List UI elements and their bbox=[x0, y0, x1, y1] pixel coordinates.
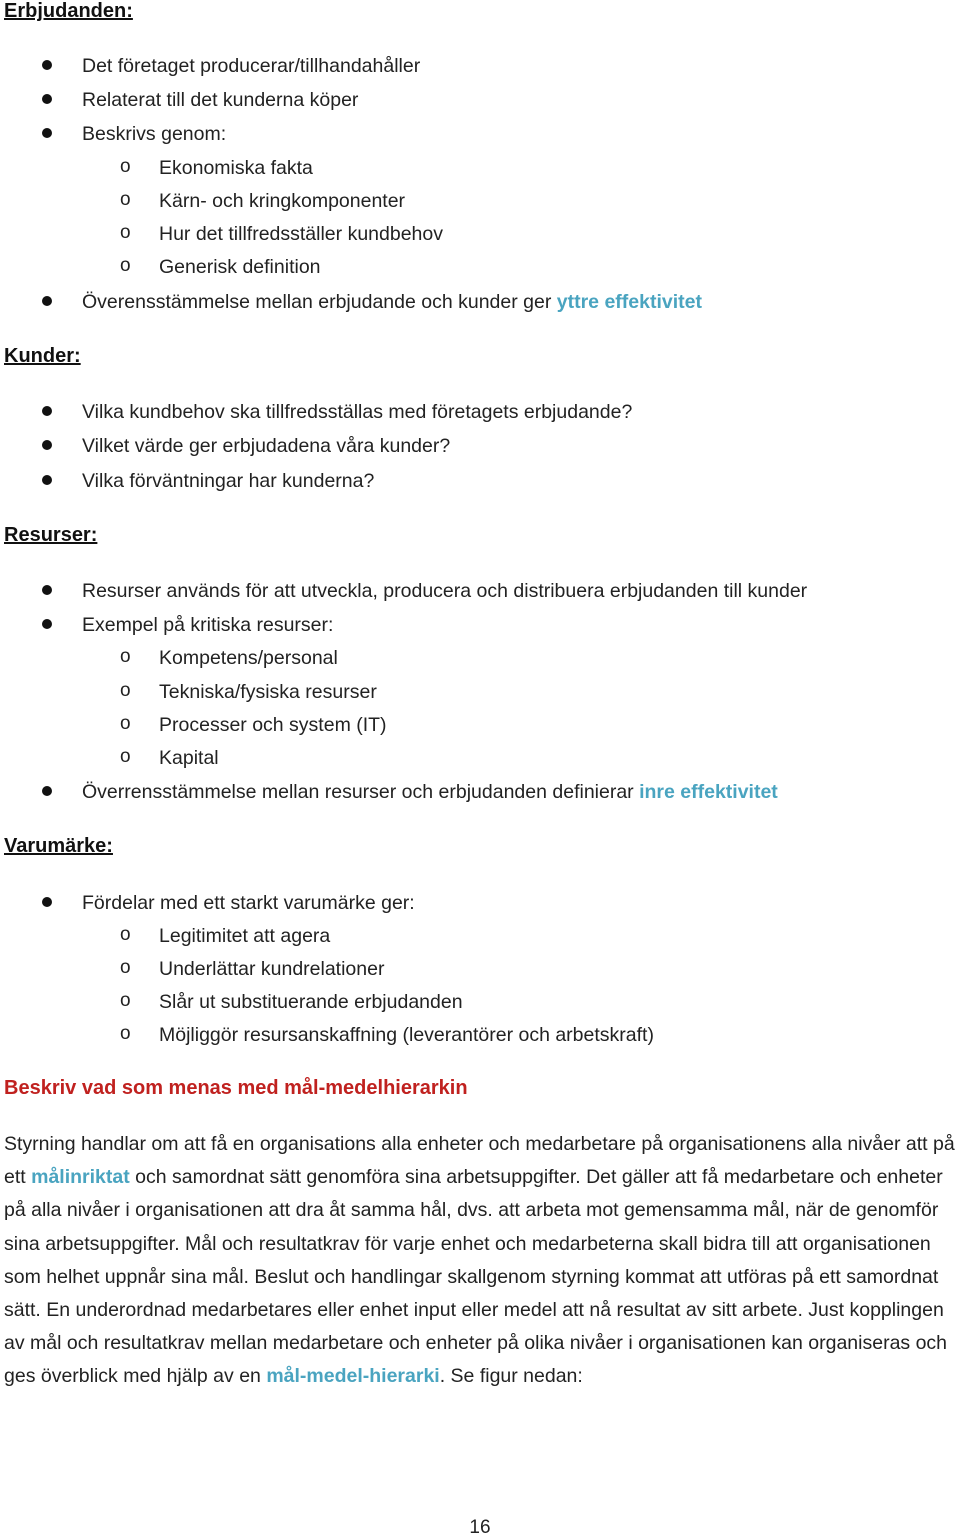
circle-bullet-icon: o bbox=[120, 746, 131, 767]
circle-bullet-icon: o bbox=[120, 680, 131, 701]
circle-bullet-icon: o bbox=[120, 1023, 131, 1044]
sub-list-item-text: Hur det tillfredsställer kundbehov bbox=[159, 223, 443, 245]
list-item-text: Relaterat till det kunderna köper bbox=[82, 89, 359, 111]
accent-term: yttre effektivitet bbox=[556, 291, 702, 313]
list-item-text: Det företaget producerar/tillhandahåller bbox=[82, 55, 421, 77]
sub-list-item-text: Legitimitet att agera bbox=[159, 925, 331, 947]
list-item-text: Fördelar med ett starkt varumärke ger: bbox=[82, 892, 415, 914]
bullet-icon bbox=[42, 406, 52, 416]
list-item-text: Vilket värde ger erbjudadena våra kunder? bbox=[82, 435, 451, 457]
sub-list-item-text: Kärn- och kringkomponenter bbox=[159, 190, 406, 212]
bullet-icon bbox=[42, 94, 52, 104]
sub-list-item-text: Kapital bbox=[159, 747, 219, 769]
sub-list-item-text: Underlättar kundrelationer bbox=[159, 958, 385, 980]
bullet-icon bbox=[42, 60, 52, 70]
list-item-text: Resurser används för att utveckla, producera och distribuera erbjudanden till kunder bbox=[82, 580, 808, 602]
sub-list-item-text: Ekonomiska fakta bbox=[159, 157, 313, 179]
body-paragraph: Styrning handlar om att få en organisations alla enheter och medarbetare på organisationens alla nivåer att på ett målinriktat och samordnat sätt genomföra sina arbetsuppgifter. Det gäller att få medarbetare och enheter på alla nivåer i organisationen att dra åt samma hål, dvs. att arbeta mot gemensamma mål, när de genomför sina arbetsuppgifter. Mål och resultatkrav för varje enhet och medarbeterna skall bidra till att organisationen som helhet uppnår sina mål. Beslut och handlingar skallgenom styrning kommat att utföras på ett samordnat sätt. En underordnad medarbetares eller enhet input eller medel att nå resultat av sitt arbete. Just kopplingen av mål och resultatkrav mellan medarbetare och enheter på olika nivåer i organisationen kan organiseras och ges överblick med hjälp av en mål-medel-hierarki. Se figur nedan: bbox=[4, 1133, 955, 1388]
circle-bullet-icon: o bbox=[120, 713, 131, 734]
accent-term: målinriktat bbox=[31, 1166, 130, 1189]
sub-list-item-text: Möjliggör resursanskaffning (leverantörer och arbetskraft) bbox=[159, 1024, 654, 1046]
circle-bullet-icon: o bbox=[120, 957, 131, 978]
circle-bullet-icon: o bbox=[120, 222, 131, 243]
accent-term: mål-medel-hierarki bbox=[266, 1365, 440, 1388]
bullet-icon bbox=[42, 475, 52, 485]
circle-bullet-icon: o bbox=[120, 924, 131, 945]
circle-bullet-icon: o bbox=[120, 990, 131, 1011]
heading-varumarke: Varumärke: bbox=[4, 835, 113, 857]
accent-term: inre effektivitet bbox=[639, 781, 778, 803]
circle-bullet-icon: o bbox=[120, 189, 131, 210]
list-item-text: Exempel på kritiska resurser: bbox=[82, 614, 334, 636]
list-item-text: Vilka förväntningar har kunderna? bbox=[82, 470, 375, 492]
list-item-text: Vilka kundbehov ska tillfredsställas med företagets erbjudande? bbox=[82, 401, 633, 423]
circle-bullet-icon: o bbox=[120, 646, 131, 667]
bullet-icon bbox=[42, 897, 52, 907]
question-heading: Beskriv vad som menas med mål-medelhierarkin bbox=[4, 1077, 468, 1099]
bullet-icon bbox=[42, 296, 52, 306]
sub-list-item-text: Slår ut substituerande erbjudanden bbox=[159, 991, 463, 1013]
sub-list-item-text: Kompetens/personal bbox=[159, 647, 338, 669]
bullet-icon bbox=[42, 585, 52, 595]
sub-list-item-text: Generisk definition bbox=[159, 256, 321, 278]
sub-list-item-text: Tekniska/fysiska resurser bbox=[159, 681, 377, 703]
bullet-icon bbox=[42, 128, 52, 138]
list-item-text: Beskrivs genom: bbox=[82, 123, 227, 145]
heading-kunder: Kunder: bbox=[4, 345, 81, 367]
bullet-icon bbox=[42, 619, 52, 629]
heading-resurser: Resurser: bbox=[4, 524, 98, 546]
list-item-text: Överensstämmelse mellan erbjudande och kunder ger yttre effektivitet bbox=[82, 291, 702, 313]
circle-bullet-icon: o bbox=[120, 255, 131, 276]
bullet-icon bbox=[42, 786, 52, 796]
heading-erbjudanden: Erbjudanden: bbox=[4, 0, 133, 22]
bullet-icon bbox=[42, 440, 52, 450]
sub-list-item-text: Processer och system (IT) bbox=[159, 714, 387, 736]
circle-bullet-icon: o bbox=[120, 156, 131, 177]
page-number: 16 bbox=[469, 1517, 491, 1538]
list-item-text: Överrensstämmelse mellan resurser och erbjudanden definierar inre effektivitet bbox=[82, 781, 778, 803]
